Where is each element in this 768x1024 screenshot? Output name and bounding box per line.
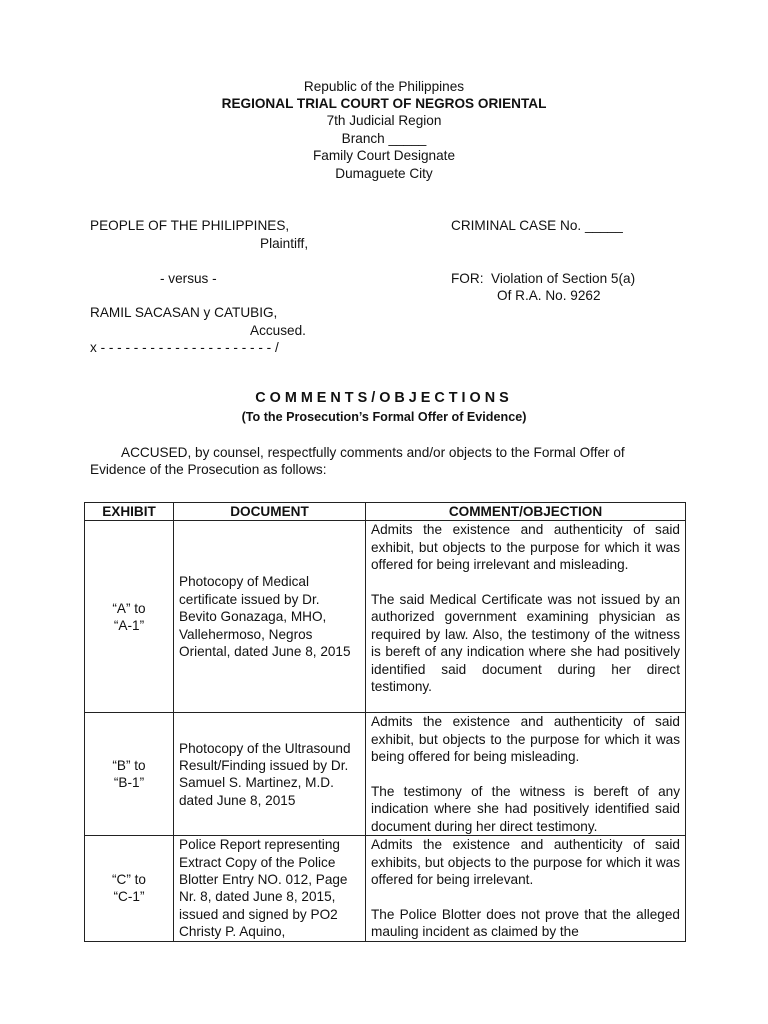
comment-cell xyxy=(366,836,686,941)
republic-line: Republic of the Philippines xyxy=(303,79,465,94)
exhibit-label: “B-1” xyxy=(113,775,145,791)
document-title: COMMENTS/OBJECTIONS xyxy=(255,390,513,406)
judicial-region: 7th Judicial Region xyxy=(326,113,442,128)
table-row xyxy=(85,836,686,941)
document-cell: Photocopy of the Ultrasound Result/Finding issued by Dr. Samuel S. Martinez, M.D. dated June 8, 2015 xyxy=(174,713,366,836)
exhibit-label: “A” to xyxy=(112,600,146,616)
accused-name: RAMIL SACASAN y CATUBIG, xyxy=(90,305,278,320)
family-court-designate: Family Court Designate xyxy=(312,148,456,163)
exhibit-label: “C-1” xyxy=(113,889,145,905)
table-header-row xyxy=(85,503,686,521)
charge-line-2: Of R.A. No. 9262 xyxy=(497,288,601,303)
evidence-table xyxy=(84,502,686,942)
comment-paragraph: The said Medical Certificate was not issued by an authorized government examining physician as required by law. Also, the testimony of the witness is bereft of any indication where she had positively identified said document during her direct testimony. xyxy=(371,592,680,695)
table-row xyxy=(85,521,686,713)
header-exhibit: EXHIBIT xyxy=(85,503,174,521)
comment-paragraph: Admits the existence and authenticity of said exhibit, but objects to the purpose for which it was offered for being irrelevant and misleading. xyxy=(371,522,680,573)
comment-paragraph: The Police Blotter does not prove that the alleged mauling incident as claimed by the xyxy=(371,906,680,940)
document-subtitle: (To the Prosecution’s Formal Offer of Evidence) xyxy=(241,410,527,424)
comment-paragraph: The testimony of the witness is bereft of any indication where she had positively identified said document during her direct testimony. xyxy=(371,784,680,834)
intro-paragraph: ACCUSED, by counsel, respectfully comments and/or objects to the Formal Offer of Evidence of the Prosecution as follows: xyxy=(90,445,625,478)
exhibit-label: “C” to xyxy=(112,872,146,888)
plaintiff-name: PEOPLE OF THE PHILIPPINES, xyxy=(90,218,290,233)
caption-separator: x - - - - - - - - - - - - - - - - - - - - - / xyxy=(90,340,279,355)
comment-paragraph: Admits the existence and authenticity of said exhibits, but objects to the purpose for which it was offered for being irrelevant. xyxy=(371,837,680,888)
charge-line-1: FOR: Violation of Section 5(a) xyxy=(451,271,636,286)
exhibit-label: “A-1” xyxy=(113,617,145,633)
comment-paragraph: Admits the existence and authenticity of said exhibit, but objects to the purpose for which it was being offered for being misleading. xyxy=(371,714,680,765)
document-cell: Police Report representing Extract Copy of the Police Blotter Entry NO. 012, Page Nr. 8, dated June 8, 2015, issued and signed by PO2 Christy P. Aquino, xyxy=(174,836,366,941)
criminal-case-number: CRIMINAL CASE No. _____ xyxy=(451,218,623,233)
accused-role: Accused. xyxy=(250,323,306,338)
exhibit-cell xyxy=(85,713,174,836)
header-document: DOCUMENT xyxy=(174,503,366,521)
table-row xyxy=(85,713,686,836)
document-cell: Photocopy of Medical certificate issued by Dr. Bevito Gonazaga, MHO, Vallehermoso, Negros Oriental, dated June 8, 2015 xyxy=(174,521,366,713)
comment-cell xyxy=(366,713,686,836)
city-line: Dumaguete City xyxy=(335,166,433,181)
exhibit-label: “B” to xyxy=(112,757,146,773)
header-comment: COMMENT/OBJECTION xyxy=(366,503,686,521)
versus: - versus - xyxy=(160,271,217,286)
exhibit-cell xyxy=(85,836,174,941)
branch-line: Branch _____ xyxy=(341,131,427,146)
exhibit-cell xyxy=(85,521,174,713)
plaintiff-role: Plaintiff, xyxy=(260,236,309,251)
comment-cell xyxy=(366,521,686,713)
court-name: REGIONAL TRIAL COURT OF NEGROS ORIENTAL xyxy=(221,96,547,111)
